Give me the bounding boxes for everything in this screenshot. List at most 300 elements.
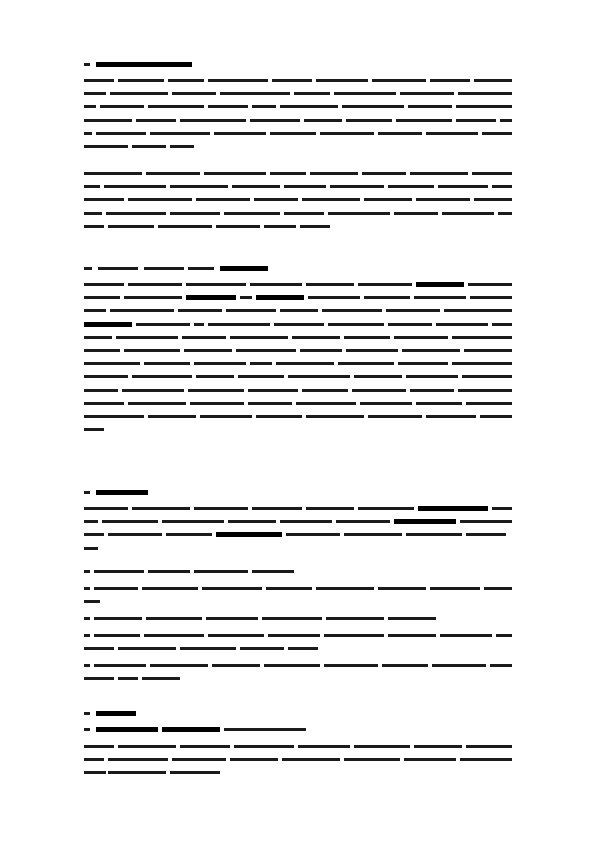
- word-glyph: [496, 634, 512, 637]
- word-glyph: [284, 212, 324, 215]
- word-glyph: [282, 758, 340, 761]
- text-line: [84, 87, 512, 100]
- word-glyph: [284, 185, 326, 188]
- word-glyph: [358, 507, 414, 510]
- word-glyph: [132, 507, 190, 510]
- word-glyph: [264, 664, 320, 667]
- word-glyph: [158, 225, 212, 228]
- word-glyph: [426, 415, 476, 418]
- word-glyph: [438, 185, 488, 188]
- word-glyph: [452, 362, 512, 365]
- word-glyph: [200, 415, 252, 418]
- text-line: [84, 127, 512, 140]
- word-glyph: [416, 402, 462, 405]
- word-glyph: [436, 323, 488, 326]
- word-glyph: [300, 225, 330, 228]
- word-glyph: [84, 283, 124, 286]
- word-glyph: [212, 664, 260, 667]
- word-glyph: [248, 402, 292, 405]
- word-glyph: [280, 520, 332, 523]
- word-glyph: [84, 105, 96, 108]
- word-glyph: [148, 570, 190, 573]
- word-glyph: [304, 119, 342, 122]
- word-glyph: [84, 771, 106, 774]
- word-glyph: [96, 727, 158, 732]
- word-glyph: [400, 92, 454, 95]
- word-glyph: [220, 92, 290, 95]
- word-glyph: [190, 402, 244, 405]
- word-glyph: [172, 758, 226, 761]
- word-glyph: [382, 664, 428, 667]
- text-line: [84, 565, 512, 578]
- word-glyph: [458, 389, 512, 392]
- word-glyph: [148, 415, 196, 418]
- word-glyph: [106, 212, 166, 215]
- text-line: [84, 344, 512, 357]
- word-glyph: [466, 745, 512, 748]
- text-line: [84, 167, 512, 180]
- section-subheading: [84, 723, 512, 736]
- word-glyph: [84, 664, 90, 667]
- word-glyph: [342, 105, 404, 108]
- word-glyph: [128, 402, 186, 405]
- text-line: [84, 262, 512, 275]
- text-line: [84, 114, 512, 127]
- word-glyph: [170, 771, 220, 774]
- text-line: [84, 582, 512, 595]
- word-glyph: [84, 507, 128, 510]
- word-glyph: [94, 617, 142, 620]
- word-glyph: [272, 79, 312, 82]
- word-glyph: [388, 185, 434, 188]
- word-glyph: [84, 617, 90, 620]
- word-glyph: [372, 79, 426, 82]
- word-glyph: [406, 375, 458, 378]
- word-glyph: [208, 105, 248, 108]
- word-glyph: [118, 745, 176, 748]
- word-glyph: [472, 172, 512, 175]
- word-glyph: [250, 119, 300, 122]
- word-glyph: [124, 296, 182, 299]
- word-glyph: [398, 362, 448, 365]
- word-glyph: [162, 520, 224, 523]
- section-heading-2: [84, 262, 512, 275]
- word-glyph: [96, 490, 148, 495]
- text-line: [84, 528, 512, 541]
- word-glyph: [414, 296, 466, 299]
- word-glyph: [250, 362, 272, 365]
- word-glyph: [110, 92, 168, 95]
- word-glyph: [232, 185, 280, 188]
- word-glyph: [194, 570, 248, 573]
- word-glyph: [170, 212, 220, 215]
- word-glyph: [368, 415, 422, 418]
- word-glyph: [316, 587, 374, 590]
- word-glyph: [102, 520, 158, 523]
- word-glyph: [186, 295, 236, 300]
- word-glyph: [84, 600, 100, 603]
- word-glyph: [404, 758, 456, 761]
- word-glyph: [84, 92, 106, 95]
- word-glyph: [328, 323, 384, 326]
- text-line: [84, 318, 512, 331]
- word-glyph: [238, 375, 284, 378]
- word-glyph: [84, 533, 104, 536]
- word-glyph: [144, 634, 204, 637]
- word-glyph: [144, 267, 184, 270]
- word-glyph: [406, 533, 462, 536]
- word-glyph: [170, 185, 228, 188]
- text-line: [84, 58, 512, 71]
- paragraph-1: [84, 74, 512, 153]
- word-glyph: [262, 617, 322, 620]
- word-glyph: [426, 132, 478, 135]
- word-glyph: [360, 402, 412, 405]
- word-glyph: [118, 647, 176, 650]
- word-glyph: [492, 323, 512, 326]
- word-glyph: [430, 587, 480, 590]
- word-glyph: [344, 533, 402, 536]
- word-glyph: [216, 532, 282, 537]
- word-glyph: [482, 132, 512, 135]
- word-glyph: [474, 79, 512, 82]
- word-glyph: [346, 119, 392, 122]
- word-glyph: [196, 198, 250, 201]
- word-glyph: [254, 198, 298, 201]
- word-glyph: [310, 172, 358, 175]
- word-glyph: [108, 771, 166, 774]
- word-glyph: [132, 145, 166, 148]
- word-glyph: [480, 415, 512, 418]
- word-glyph: [84, 185, 100, 188]
- word-glyph: [84, 375, 128, 378]
- word-glyph: [328, 212, 390, 215]
- text-line: [84, 207, 512, 220]
- text-line: [84, 612, 512, 625]
- word-glyph: [388, 634, 436, 637]
- list-item-1: [84, 565, 512, 578]
- word-glyph: [276, 362, 334, 365]
- text-line: [84, 220, 512, 233]
- word-glyph: [456, 105, 512, 108]
- word-glyph: [286, 533, 340, 536]
- word-glyph: [388, 617, 436, 620]
- text-line: [84, 629, 512, 642]
- list-item-5: [84, 659, 512, 685]
- word-glyph: [84, 634, 90, 637]
- word-glyph: [316, 79, 368, 82]
- text-line: [84, 304, 512, 317]
- word-glyph: [416, 282, 464, 287]
- text-line: [84, 766, 512, 779]
- text-line: [84, 740, 512, 753]
- word-glyph: [96, 711, 136, 716]
- word-glyph: [84, 145, 128, 148]
- word-glyph: [180, 745, 230, 748]
- word-glyph: [108, 533, 162, 536]
- word-glyph: [178, 309, 222, 312]
- word-glyph: [302, 389, 348, 392]
- word-glyph: [84, 402, 124, 405]
- word-glyph: [266, 587, 312, 590]
- word-glyph: [288, 647, 318, 650]
- word-glyph: [84, 296, 120, 299]
- word-glyph: [110, 309, 174, 312]
- word-glyph: [116, 336, 178, 339]
- word-glyph: [410, 172, 468, 175]
- word-glyph: [410, 389, 454, 392]
- word-glyph: [458, 92, 512, 95]
- word-glyph: [248, 389, 298, 392]
- word-glyph: [330, 185, 384, 188]
- word-glyph: [214, 132, 266, 135]
- word-glyph: [460, 520, 512, 523]
- word-glyph: [306, 283, 354, 286]
- word-glyph: [194, 507, 248, 510]
- word-glyph: [432, 664, 486, 667]
- word-glyph: [462, 375, 512, 378]
- section-heading-4: [84, 707, 512, 720]
- word-glyph: [466, 533, 506, 536]
- word-glyph: [322, 309, 382, 312]
- word-glyph: [188, 389, 244, 392]
- text-line: [84, 180, 512, 193]
- word-glyph: [264, 225, 296, 228]
- word-glyph: [94, 570, 144, 573]
- section-heading-1: [84, 58, 512, 71]
- word-glyph: [150, 132, 210, 135]
- word-glyph: [182, 336, 226, 339]
- word-glyph: [118, 677, 138, 680]
- word-glyph: [94, 664, 146, 667]
- word-glyph: [142, 587, 198, 590]
- text-line: [84, 278, 512, 291]
- word-glyph: [402, 349, 460, 352]
- word-glyph: [84, 520, 98, 523]
- word-glyph: [460, 758, 512, 761]
- word-glyph: [378, 587, 426, 590]
- word-glyph: [84, 336, 112, 339]
- word-glyph: [470, 296, 512, 299]
- word-glyph: [234, 745, 294, 748]
- word-glyph: [294, 92, 330, 95]
- word-glyph: [108, 758, 168, 761]
- word-glyph: [344, 758, 400, 761]
- list-item-4: [84, 629, 512, 655]
- word-glyph: [84, 267, 92, 270]
- word-glyph: [84, 225, 104, 228]
- word-glyph: [150, 664, 208, 667]
- word-glyph: [408, 105, 452, 108]
- paragraph-5: [84, 740, 512, 780]
- word-glyph: [270, 132, 316, 135]
- word-glyph: [468, 283, 512, 286]
- word-glyph: [394, 519, 456, 524]
- word-glyph: [464, 349, 512, 352]
- word-glyph: [230, 758, 278, 761]
- word-glyph: [146, 617, 202, 620]
- word-glyph: [84, 587, 90, 590]
- word-glyph: [344, 336, 390, 339]
- word-glyph: [252, 570, 294, 573]
- list-item-2: [84, 582, 512, 608]
- word-glyph: [418, 506, 488, 511]
- word-glyph: [430, 79, 470, 82]
- word-glyph: [194, 323, 204, 326]
- word-glyph: [84, 172, 142, 175]
- word-glyph: [132, 375, 192, 378]
- word-glyph: [84, 712, 90, 715]
- word-glyph: [240, 296, 252, 299]
- word-glyph: [394, 336, 448, 339]
- word-glyph: [94, 587, 138, 590]
- word-glyph: [84, 745, 114, 748]
- word-glyph: [84, 132, 92, 135]
- text-line: [84, 672, 512, 685]
- word-glyph: [84, 415, 144, 418]
- word-glyph: [84, 119, 132, 122]
- word-glyph: [440, 634, 492, 637]
- text-line: [84, 595, 512, 608]
- word-glyph: [456, 119, 496, 122]
- word-glyph: [394, 212, 438, 215]
- word-glyph: [268, 634, 320, 637]
- word-glyph: [128, 198, 192, 201]
- paragraph-3: [84, 278, 512, 436]
- word-glyph: [300, 349, 342, 352]
- word-glyph: [302, 198, 360, 201]
- word-glyph: [386, 309, 440, 312]
- word-glyph: [84, 677, 114, 680]
- word-glyph: [84, 570, 90, 573]
- word-glyph: [388, 323, 432, 326]
- word-glyph: [118, 79, 164, 82]
- word-glyph: [444, 309, 512, 312]
- word-glyph: [148, 105, 204, 108]
- word-glyph: [136, 119, 176, 122]
- word-glyph: [204, 172, 266, 175]
- word-glyph: [100, 105, 144, 108]
- word-glyph: [224, 728, 306, 731]
- word-glyph: [252, 105, 276, 108]
- text-line: [84, 502, 512, 515]
- word-glyph: [364, 296, 410, 299]
- word-glyph: [484, 587, 512, 590]
- word-glyph: [492, 185, 512, 188]
- word-glyph: [170, 145, 194, 148]
- word-glyph: [240, 647, 284, 650]
- word-glyph: [108, 225, 154, 228]
- word-glyph: [452, 336, 512, 339]
- word-glyph: [84, 758, 104, 761]
- paragraph-2: [84, 167, 512, 233]
- word-glyph: [166, 533, 212, 536]
- word-glyph: [228, 520, 276, 523]
- word-glyph: [378, 132, 422, 135]
- word-glyph: [162, 727, 220, 732]
- word-glyph: [84, 362, 140, 365]
- word-glyph: [274, 323, 324, 326]
- word-glyph: [208, 79, 268, 82]
- text-line: [84, 659, 512, 672]
- word-glyph: [84, 647, 114, 650]
- text-line: [84, 100, 512, 113]
- text-line: [84, 397, 512, 410]
- word-glyph: [208, 634, 264, 637]
- word-glyph: [414, 745, 462, 748]
- word-glyph: [84, 728, 90, 731]
- word-glyph: [396, 119, 452, 122]
- word-glyph: [308, 296, 360, 299]
- word-glyph: [442, 212, 494, 215]
- word-glyph: [358, 283, 412, 286]
- text-line: [84, 707, 512, 720]
- word-glyph: [84, 212, 102, 215]
- word-glyph: [324, 634, 384, 637]
- word-glyph: [98, 267, 138, 270]
- word-glyph: [230, 336, 288, 339]
- word-glyph: [216, 225, 260, 228]
- word-glyph: [184, 349, 232, 352]
- word-glyph: [208, 323, 270, 326]
- word-glyph: [466, 402, 512, 405]
- word-glyph: [196, 375, 234, 378]
- word-glyph: [296, 402, 356, 405]
- text-line: [84, 370, 512, 383]
- text-line: [84, 74, 512, 87]
- word-glyph: [256, 295, 304, 300]
- word-glyph: [324, 664, 378, 667]
- word-glyph: [188, 267, 214, 270]
- word-glyph: [84, 63, 90, 66]
- text-line: [84, 140, 512, 153]
- word-glyph: [186, 283, 246, 286]
- text-line: [84, 410, 512, 423]
- word-glyph: [288, 375, 350, 378]
- word-glyph: [84, 428, 104, 431]
- word-glyph: [362, 172, 406, 175]
- word-glyph: [306, 507, 354, 510]
- word-glyph: [84, 309, 106, 312]
- word-glyph: [250, 283, 302, 286]
- text-line: [84, 357, 512, 370]
- word-glyph: [104, 185, 166, 188]
- paragraph-4: [84, 502, 512, 555]
- word-glyph: [84, 547, 98, 550]
- word-glyph: [84, 491, 90, 494]
- word-glyph: [292, 336, 340, 339]
- word-glyph: [352, 389, 406, 392]
- word-glyph: [224, 212, 280, 215]
- word-glyph: [346, 349, 398, 352]
- word-glyph: [326, 617, 384, 620]
- text-line: [84, 423, 512, 436]
- word-glyph: [96, 62, 192, 67]
- word-glyph: [142, 677, 180, 680]
- word-glyph: [490, 664, 512, 667]
- text-line: [84, 291, 512, 304]
- word-glyph: [84, 389, 118, 392]
- word-glyph: [416, 198, 470, 201]
- word-glyph: [298, 745, 350, 748]
- word-glyph: [84, 79, 114, 82]
- word-glyph: [136, 323, 190, 326]
- word-glyph: [500, 119, 512, 122]
- word-glyph: [180, 119, 246, 122]
- word-glyph: [168, 79, 204, 82]
- word-glyph: [124, 349, 180, 352]
- word-glyph: [122, 389, 184, 392]
